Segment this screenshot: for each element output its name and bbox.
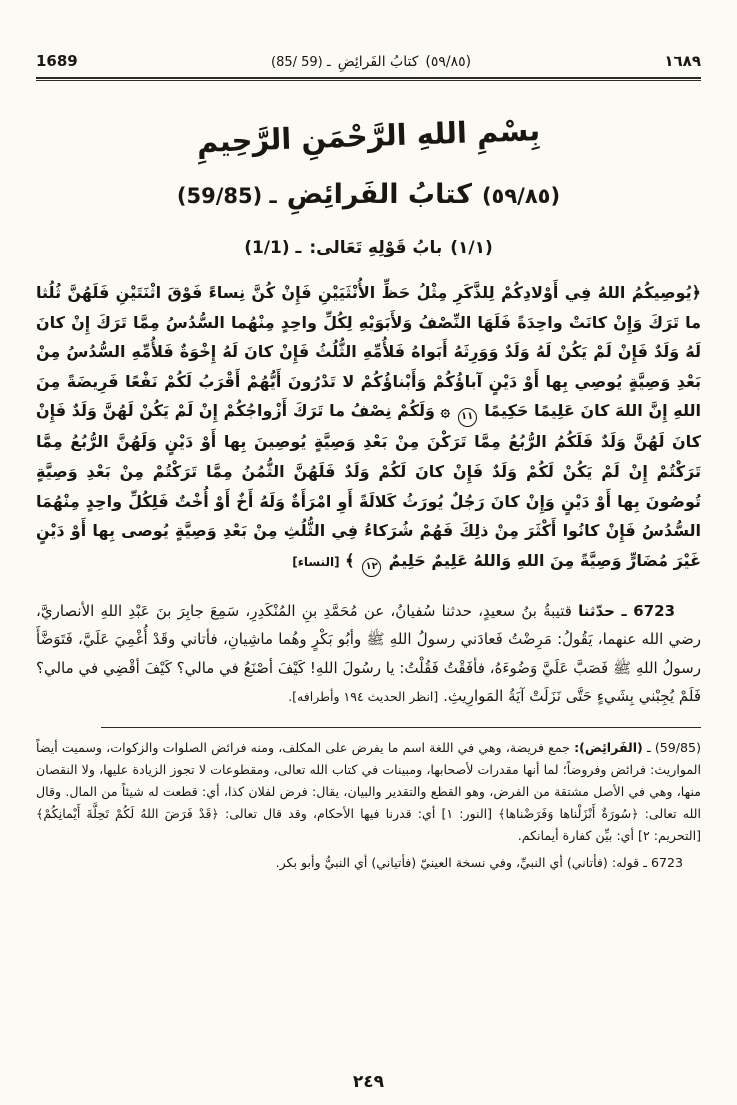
running-title [271,54,471,70]
footnote-1-number: (59/85) ـ [646,739,701,755]
running-title-latin-number: (85/ 59) ـ [271,55,331,70]
quran-verse-block [36,278,701,577]
hadith-number-and-narrator: 6723 ـ حدّثنا [578,601,676,620]
chapter-title-arabic-number: (١/١) [450,238,493,258]
page-number-arabic: ١٦٨٩ [664,52,701,70]
quran-open-bracket: ﴿ [691,283,701,302]
footnote-2-text: قوله: (فأتاني) أي النبيِّ، وفي نسخة العينيّ (فأتياني) أي النبيُّ وأبو بكر. [275,854,640,870]
footnote-2-number: 6723 ـ [643,854,683,870]
footnote-variant-reading [36,852,701,874]
basmala-calligraphy: بِسْمِ اللهِ الرَّحْمَنِ الرَّحِيمِ [196,113,541,159]
page-number-latin: 1689 [36,52,78,70]
header-double-rule [36,77,701,81]
hizb-marker-icon: ۞ [440,401,450,421]
chapter-title-text: بابُ قَوْلِهِ تَعَالى: [309,238,443,258]
hadith-cross-reference: [انظر الحديث ١٩٤ وأطرافه]. [288,689,439,705]
surah-reference: [النساء] [292,554,340,569]
hadith-paragraph [36,597,701,711]
chapter-title-latin-number: (1/1) ـ [244,238,302,258]
quran-verse-11-text: يُوصِيكُمُ اللهُ فِي أَوْلادِكُمْ لِلذَّكَرِ مِثْلُ حَظِّ الأُنْثَيَيْنِ فَإِنْ كُنَّ نِساءً فَوْقَ اثْنَتَيْنِ فَلَهُنَّ ثُلُثا ما تَرَكَ وَإِنْ كانَتْ واحِدَةً فَلَهَا النِّصْفُ وَلأَبَوَيْهِ لِكُلِّ واحِدٍ مِنْهُما السُّدُسُ مِمَّا تَرَكَ إِنْ كانَ لَهُ وَلَدٌ فَإِنْ لَمْ يَكُنْ لَهُ وَلَدٌ وَوَرِثَهُ أَبَواهُ فَلأُمِّهِ الثُّلُثُ فَإِنْ كانَ لَهُ إِخْوَةٌ فَلأُمِّهِ السُّدُسُ مِنْ بَعْدِ وَصِيَّةٍ يُوصِي بِها أَوْ دَيْنٍ آباؤُكُمْ وَأَبْناؤُكُمْ لا تَدْرُونَ أَيُّهُمْ أَقْرَبُ لَكُمْ نَفْعًا فَرِيضَةً مِنَ اللهِ إِنَّ اللهَ كانَ عَلِيمًا حَكِيمًا [36,283,701,421]
book-title-text: كتابُ الفَرائِضِ [286,179,472,210]
footnote-1-term: (الفَرائِض): [574,739,643,755]
footnote-definition [36,737,701,847]
running-title-arabic-number: (٥٩/٨٥) [425,54,472,70]
verse-12-end-marker-icon: ١٢ [362,558,381,577]
book-title-arabic-number: (٥٩/٨٥) [481,184,561,208]
footnotes-section [36,737,701,874]
quran-close-bracket: ﴾ [345,550,355,570]
footnote-separator-rule [101,727,701,728]
chapter-title [36,238,701,258]
footer-page-number: ٢٤٩ [352,1072,385,1092]
running-title-text: كتابُ الفَرائِضِ [337,54,419,70]
book-title [36,179,701,210]
quran-verse-12-text: وَلَكُمْ نِصْفُ ما تَرَكَ أَزْواجُكُمْ إِنْ لَمْ يَكُنْ لَهُنَّ وَلَدٌ فَإِنْ كانَ لَهُنَّ وَلَدٌ فَلَكُمُ الرُّبُعُ مِمَّا تَرَكْنَ مِنْ بَعْدِ وَصِيَّةٍ يُوصِينَ بِها أَوْ دَيْنٍ وَلَهُنَّ الرُّبُعُ مِمَّا تَرَكْتُمْ إِنْ لَمْ يَكُنْ لَكُمْ وَلَدٌ فَإِنْ كانَ لَكُمْ وَلَدٌ فَلَهُنَّ الثُّمُنُ مِمَّا تَرَكْتُمْ مِنْ بَعْدِ وَصِيَّةٍ تُوصُونَ بِها أَوْ دَيْنٍ وَإِنْ كانَ رَجُلٌ يُورَثُ كَلالَةً أَوِ امْرَأَةٌ وَلَهُ أَخٌ أَوْ أُخْتٌ فَلِكُلِّ واحِدٍ مِنْهُمَا السُّدُسُ فَإِنْ كانُوا أَكْثَرَ مِنْ ذلِكَ فَهُمْ شُرَكاءُ فِي الثُّلُثِ مِنْ بَعْدِ وَصِيَّةٍ يُوصى بِها أَوْ دَيْنٍ غَيْرَ مُضَارٍّ وَصِيَّةً مِنَ اللهِ وَاللهُ عَلِيمٌ حَلِيمٌ [36,401,701,570]
page-header [36,52,701,70]
footnote-1-text: جمع فريضة، وهي في اللغة اسم ما يفرض على المكلف، ومنه فرائض الصلوات والزكوات، وسميت أيضاً المواريث: فرائض وفروضاً؛ لما أنها مقدرات لأصحابها، ومبينات في كتاب الله تعالى، ومقطوعات لا تجوز الزيادة عليها، ولا النقصان منها، وهي في الأصل مشتقة من الفرض، وهو القطع والتقدير والبيان، يقال: فرض لفلان كذا، أي: قطعت له شيئاً من المال. وقال الله تعالى: ﴿سُورَةٌ أَنْزَلْناها وَفَرَضْناها﴾ [النور: ١] أي: قدرنا فيها الأحكام، وقد قال تعالى: ﴿قَدْ فَرَضَ اللهُ لَكُمْ تَحِلَّةَ أَيْمانِكُمْ﴾ [التحريم: ٢] أي: بيِّن كفارة أيمانكم. [36,739,701,843]
verse-11-end-marker-icon: ١١ [458,408,477,427]
book-title-latin-number: (59/85) ـ [176,184,277,208]
hadith-text: قتيبةُ بنُ سعيدٍ، حدثنا سُفيانُ، عن مُحَمَّدِ بنِ المُنْكَدِرِ، سَمِعَ جابِرَ بنَ عَبْدِ اللهِ الأنصاريَّ، رضي الله عنهما، يَقُولُ: مَرِضْتُ فَعادَني رسولُ اللهِ ﷺ وأبُو بَكْرٍ وهُما ماشِيانِ، فأتاني وقَدْ أُغْمِيَ عَلَيَّ، فَتَوَضَّأَ رسولُ اللهِ ﷺ فَصَبَّ عَلَيَّ وَضُوءَهُ، فأفَقْتُ فَقُلْتُ: يا رسُولَ اللهِ! كَيْفَ أصْنَعُ في مالي؟ كَيْفَ أقْضِي في مالي؟ فَلَمْ يُجِبْني بِشَيءٍ حَتَّى نَزَلَتْ آيَةُ المَوارِيثِ. [36,601,701,706]
